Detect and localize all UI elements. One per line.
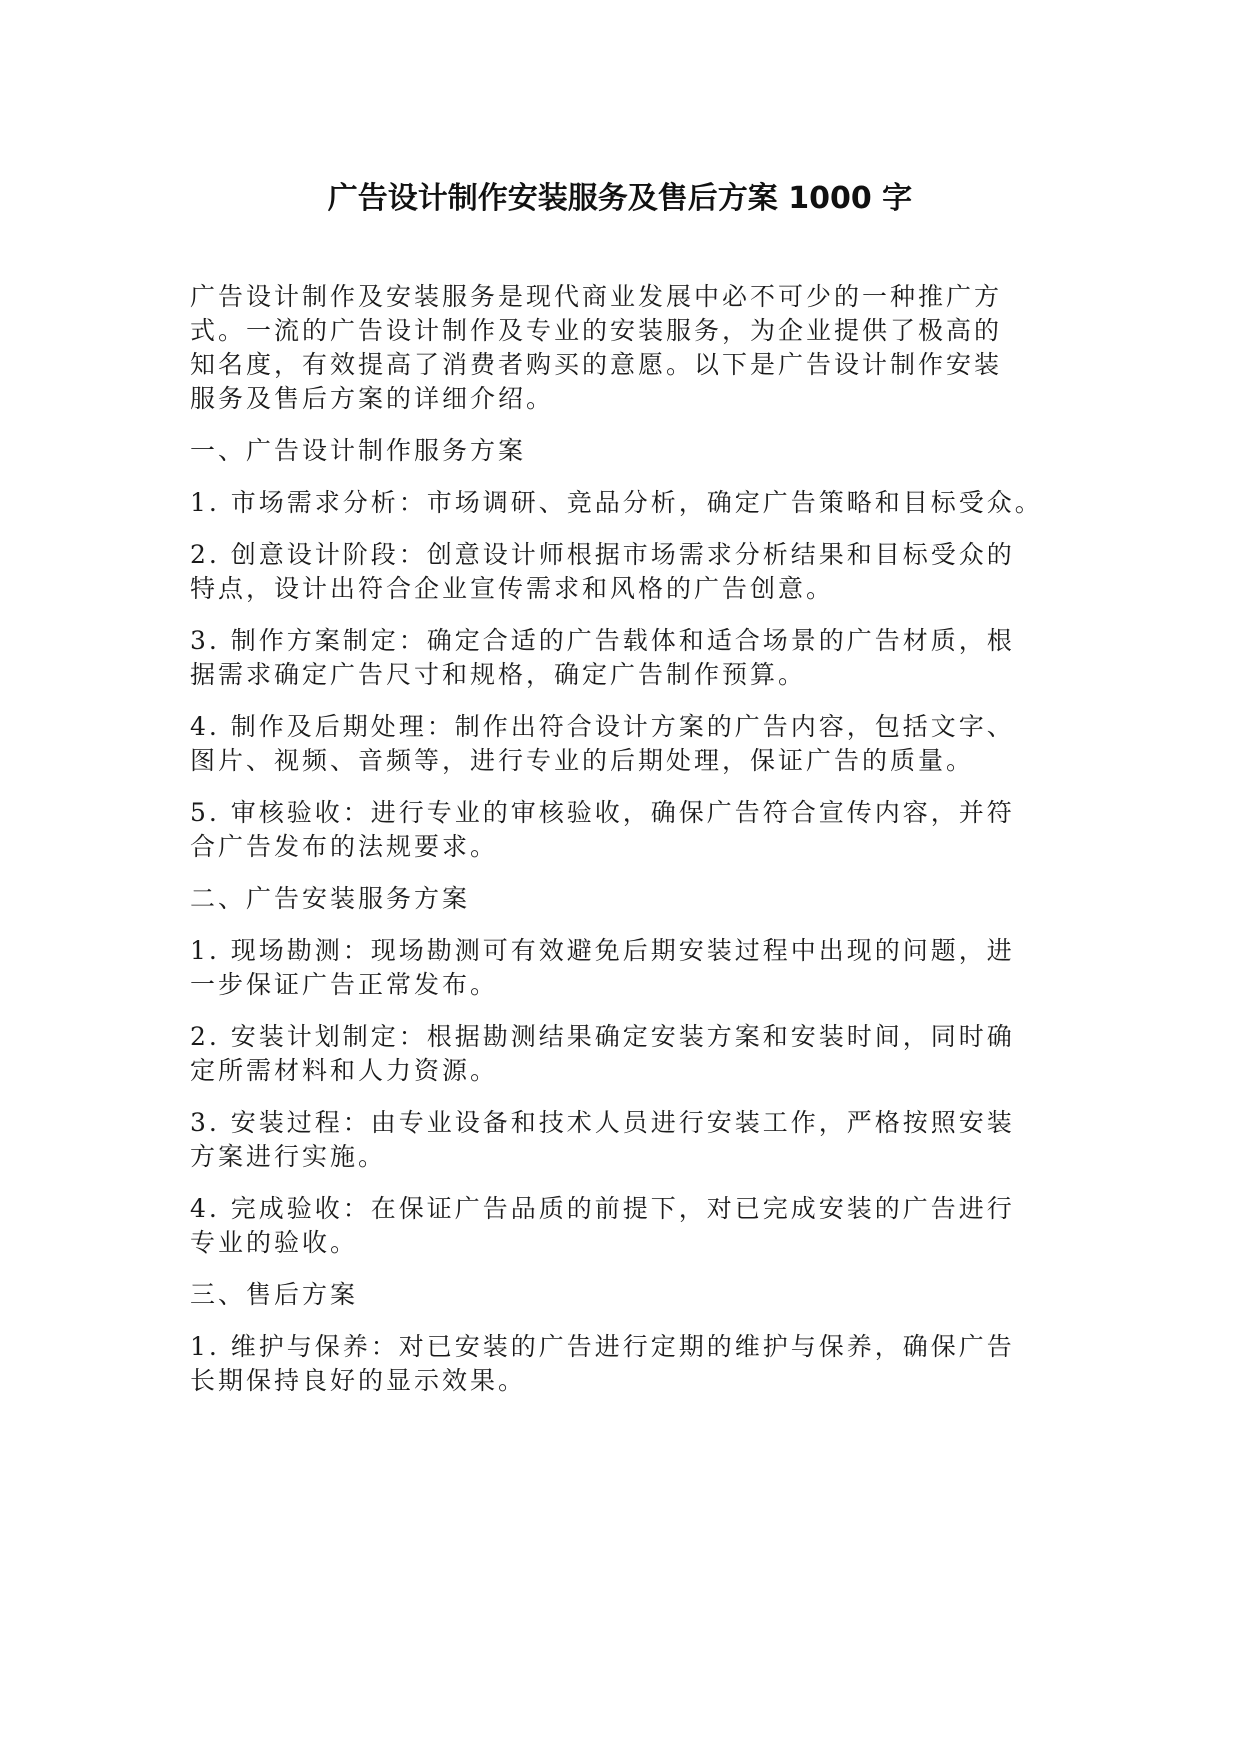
paragraph-line: 3. 制作方案制定：确定合适的广告载体和适合场景的广告材质，根 [190, 626, 1015, 655]
paragraph-line: 3. 安装过程：由专业设备和技术人员进行安装工作，严格按照安装 [190, 1108, 1015, 1137]
paragraph [190, 710, 1070, 778]
paragraph [190, 280, 1070, 416]
paragraph [190, 934, 1070, 1002]
paragraph-line: 4. 完成验收：在保证广告品质的前提下，对已完成安装的广告进行 [190, 1194, 1015, 1223]
paragraph-line: 专业的验收。 [190, 1228, 359, 1257]
paragraph-line: 一步保证广告正常发布。 [190, 970, 499, 999]
paragraph-line: 知名度，有效提高了消费者购买的意愿。以下是广告设计制作安装 [190, 350, 1003, 379]
paragraph-line: 2. 安装计划制定：根据勘测结果确定安装方案和安装时间，同时确 [190, 1022, 1015, 1051]
paragraph-line: 1. 维护与保养：对已安装的广告进行定期的维护与保养，确保广告 [190, 1332, 1015, 1361]
paragraph-line: 图片、视频、音频等，进行专业的后期处理，保证广告的质量。 [190, 746, 975, 775]
paragraph-line: 合广告发布的法规要求。 [190, 832, 499, 861]
paragraph-line: 1. 现场勘测：现场勘测可有效避免后期安装过程中出现的问题，进 [190, 936, 1015, 965]
paragraph-line: 二、广告安装服务方案 [190, 884, 471, 913]
paragraph-line: 4. 制作及后期处理：制作出符合设计方案的广告内容，包括文字、 [190, 712, 1015, 741]
paragraph-line: 服务及售后方案的详细介绍。 [190, 384, 555, 413]
paragraph-line: 据需求确定广告尺寸和规格，确定广告制作预算。 [190, 660, 807, 689]
paragraph-line: 广告设计制作及安装服务是现代商业发展中必不可少的一种推广方 [190, 282, 1003, 311]
paragraph [190, 486, 1070, 520]
paragraph-line: 三、售后方案 [190, 1280, 359, 1309]
paragraph [190, 624, 1070, 692]
paragraph-line: 一、广告设计制作服务方案 [190, 436, 527, 465]
paragraph [190, 882, 1070, 916]
paragraph-line: 式。一流的广告设计制作及专业的安装服务，为企业提供了极高的 [190, 316, 1003, 345]
paragraph-line: 定所需材料和人力资源。 [190, 1056, 499, 1085]
paragraph [190, 1020, 1070, 1088]
paragraph [190, 1106, 1070, 1174]
paragraph-line: 长期保持良好的显示效果。 [190, 1366, 527, 1395]
paragraph [190, 1278, 1070, 1312]
document-title: 广告设计制作安装服务及售后方案 1000 字 [327, 181, 913, 216]
document-body [190, 280, 1070, 1416]
paragraph [190, 434, 1070, 468]
paragraph [190, 538, 1070, 606]
paragraph-line: 2. 创意设计阶段：创意设计师根据市场需求分析结果和目标受众的 [190, 540, 1015, 569]
paragraph [190, 1330, 1070, 1398]
paragraph [190, 796, 1070, 864]
paragraph-line: 特点，设计出符合企业宣传需求和风格的广告创意。 [190, 574, 835, 603]
paragraph-line: 5. 审核验收：进行专业的审核验收，确保广告符合宣传内容，并符 [190, 798, 1015, 827]
paragraph-line: 1. 市场需求分析：市场调研、竞品分析，确定广告策略和目标受众。 [190, 488, 1043, 517]
paragraph-line: 方案进行实施。 [190, 1142, 387, 1171]
paragraph [190, 1192, 1070, 1260]
